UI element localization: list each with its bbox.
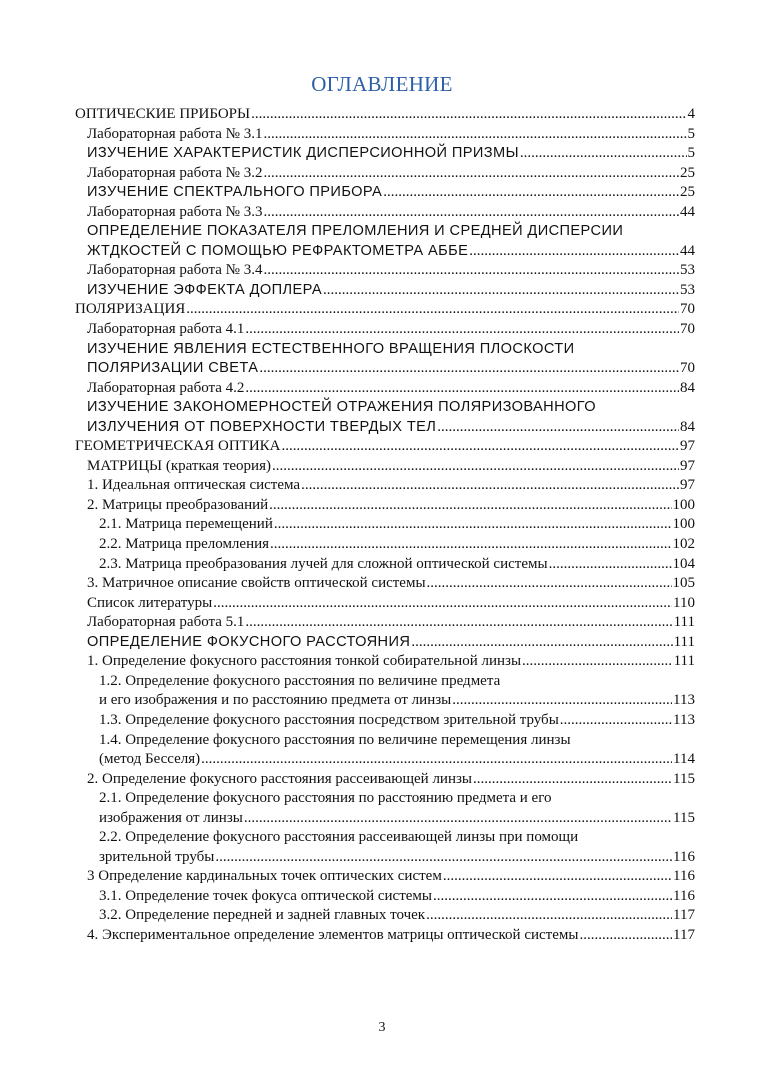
toc-entry-text: Лабораторная работа № 3.3 — [87, 203, 263, 220]
toc-entry-page: 97 — [680, 457, 695, 474]
toc-entry-page: 5 — [687, 125, 695, 142]
toc-entry-text: ПОЛЯРИЗАЦИИ СВЕТА — [87, 360, 259, 377]
dot-leader — [245, 379, 679, 399]
toc-entry-first-line: ИЗУЧЕНИЕ ЯВЛЕНИЯ ЕСТЕСТВЕННОГО ВРАЩЕНИЯ ПЛОСКОСТИ — [87, 340, 575, 357]
dot-leader — [259, 359, 679, 379]
toc-entry-page: 5 — [687, 145, 695, 162]
dot-leader — [522, 652, 673, 672]
toc-entry-text: 2. Матрицы преобразований — [87, 496, 269, 513]
toc-entry-text: 3 Определение кардинальных точек оптических систем — [87, 868, 442, 885]
toc-entry[interactable] — [75, 867, 695, 887]
toc-entry[interactable] — [75, 164, 695, 184]
dot-leader — [443, 867, 672, 887]
toc-entry-page: 70 — [680, 301, 695, 318]
toc-entry-text: ОПРЕДЕЛЕНИЕ ФОКУСНОГО РАССТОЯНИЯ — [87, 633, 411, 650]
toc-entry-first-line: 2.1. Определение фокусного расстояния по расстоянию предмета и его — [99, 790, 552, 807]
dot-leader — [426, 906, 672, 926]
dot-leader — [244, 809, 672, 829]
toc-entry-first-line: 1.4. Определение фокусного расстояния по величине перемещения линзы — [99, 731, 571, 748]
toc-entry[interactable] — [75, 887, 695, 907]
toc-entry[interactable] — [75, 281, 695, 301]
toc-entry-first-line: ОПРЕДЕЛЕНИЕ ПОКАЗАТЕЛЯ ПРЕЛОМЛЕНИЯ И СРЕДНЕЙ ДИСПЕРСИИ — [87, 223, 624, 240]
toc-entry[interactable] — [75, 437, 695, 457]
toc-entry-text: (метод Бесселя) — [99, 751, 201, 768]
toc-entry[interactable] — [75, 203, 695, 223]
toc-entry-text: 1. Идеальная оптическая система — [87, 477, 301, 494]
toc-entry-page: 111 — [673, 653, 695, 670]
toc-entry[interactable] — [75, 515, 695, 535]
toc-entry-page: 102 — [672, 536, 695, 553]
dot-leader — [469, 242, 679, 262]
toc-entry[interactable] — [75, 359, 695, 379]
toc-entry[interactable] — [75, 809, 695, 829]
toc-entry[interactable] — [75, 261, 695, 281]
dot-leader — [433, 887, 672, 907]
dot-leader — [549, 555, 672, 575]
toc-entry[interactable] — [75, 496, 695, 516]
toc-entry-page: 116 — [673, 848, 695, 865]
toc-entry[interactable] — [75, 457, 695, 477]
toc-entry-page: 117 — [673, 907, 695, 924]
dot-leader — [263, 261, 679, 281]
dot-leader — [213, 594, 672, 614]
toc-entry-text: Лабораторная работа 4.1 — [87, 321, 245, 338]
toc-entry[interactable] — [75, 418, 695, 438]
toc-entry-page: 44 — [680, 242, 695, 259]
toc-entry-page: 25 — [680, 164, 695, 181]
dot-leader — [215, 848, 672, 868]
toc-entry[interactable] — [75, 691, 695, 711]
toc-entry-text: 3.1. Определение точек фокуса оптической системы — [99, 887, 432, 904]
toc-entry-text: МАТРИЦЫ (краткая теория) — [87, 457, 271, 474]
dot-leader — [383, 183, 679, 203]
dot-leader — [251, 105, 686, 125]
dot-leader — [301, 476, 679, 496]
toc-entry-text: ИЗУЧЕНИЕ ЭФФЕКТА ДОПЛЕРА — [87, 281, 322, 298]
dot-leader — [263, 125, 686, 145]
toc-entry[interactable] — [75, 652, 695, 672]
toc-entry-first-line: 1.2. Определение фокусного расстояния по величине предмета — [99, 672, 501, 689]
dot-leader — [269, 496, 671, 516]
toc-entry[interactable] — [75, 105, 695, 125]
toc-entry[interactable] — [75, 242, 695, 262]
toc-entry-page: 116 — [673, 868, 695, 885]
toc-entry[interactable] — [75, 848, 695, 868]
toc-title: ОГЛАВЛЕНИЕ — [311, 72, 453, 96]
toc-entry-page: 44 — [680, 203, 695, 220]
dot-leader — [579, 926, 672, 946]
toc-entry-page: 104 — [672, 555, 695, 572]
toc-entry-first-line: ИЗУЧЕНИЕ ЗАКОНОМЕРНОСТЕЙ ОТРАЖЕНИЯ ПОЛЯРИЗОВАННОГО — [87, 399, 597, 416]
toc-entry-page: 114 — [673, 751, 695, 768]
toc-entry[interactable] — [75, 144, 695, 164]
toc-entry-page: 84 — [680, 418, 695, 435]
toc-entry-page: 117 — [673, 926, 695, 943]
dot-leader — [245, 613, 672, 633]
toc-entry-text: ИЗЛУЧЕНИЯ ОТ ПОВЕРХНОСТИ ТВЕРДЫХ ТЕЛ — [87, 418, 437, 435]
toc-entry-page: 25 — [680, 184, 695, 201]
table-of-contents — [75, 105, 695, 946]
toc-entry[interactable] — [75, 906, 695, 926]
toc-entry-text: 3.2. Определение передней и задней главных точек — [99, 907, 426, 924]
toc-entry-text: ИЗУЧЕНИЕ СПЕКТРАЛЬНОГО ПРИБОРА — [87, 184, 383, 201]
toc-entry-page: 4 — [687, 106, 695, 122]
toc-entry-page: 113 — [673, 711, 695, 728]
toc-entry-first-line: 2.2. Определение фокусного расстояния рассеивающей линзы при помощи — [99, 829, 579, 846]
toc-entry-text: ЖТДКОСТЕЙ С ПОМОЩЬЮ РЕФРАКТОМЕТРА АББЕ — [87, 242, 469, 259]
toc-entry-page: 116 — [673, 887, 695, 904]
toc-entry-text: 2. Определение фокусного расстояния рассеивающей линзы — [87, 770, 472, 787]
dot-leader — [323, 281, 679, 301]
toc-entry[interactable] — [75, 183, 695, 203]
toc-entry-text: 1.3. Определение фокусного расстояния посредством зрительной трубы — [99, 711, 559, 728]
toc-entry[interactable] — [75, 300, 695, 320]
dot-leader — [452, 691, 672, 711]
toc-entry[interactable] — [75, 594, 695, 614]
toc-entry-text: Список литературы — [87, 594, 213, 611]
toc-entry[interactable] — [75, 633, 695, 653]
dot-leader — [411, 633, 672, 653]
toc-entry-page: 115 — [673, 809, 695, 826]
dot-leader — [520, 144, 687, 164]
dot-leader — [427, 574, 672, 594]
toc-entry-page: 70 — [680, 321, 695, 338]
toc-entry-text: Лабораторная работа № 3.2 — [87, 164, 263, 181]
toc-entry-page: 53 — [680, 262, 695, 279]
toc-entry[interactable] — [75, 711, 695, 731]
toc-entry-page: 97 — [680, 477, 695, 494]
toc-entry[interactable] — [75, 320, 695, 340]
toc-entry[interactable] — [75, 476, 695, 496]
dot-leader — [282, 437, 679, 457]
toc-entry-text: 2.2. Матрица преломления — [99, 536, 270, 553]
toc-entry-text: Лабораторная работа № 3.1 — [87, 125, 263, 142]
dot-leader — [245, 320, 679, 340]
toc-entry-text: Лабораторная работа 5.1 — [87, 614, 245, 631]
toc-entry-page: 97 — [680, 438, 695, 455]
toc-entry-text: ОПТИЧЕСКИЕ ПРИБОРЫ — [75, 106, 251, 122]
toc-entry-page: 111 — [673, 614, 695, 631]
toc-entry[interactable] — [75, 926, 695, 946]
toc-entry[interactable] — [75, 379, 695, 399]
toc-entry-text: 4. Экспериментальное определение элементов матрицы оптической системы — [87, 926, 579, 943]
dot-leader — [560, 711, 672, 731]
dot-leader — [263, 164, 679, 184]
page-number: 3 — [378, 1020, 386, 1035]
toc-entry-page: 110 — [673, 594, 695, 611]
dot-leader — [272, 457, 679, 477]
toc-entry[interactable] — [75, 750, 695, 770]
dot-leader — [263, 203, 679, 223]
toc-entry-page: 100 — [672, 496, 695, 513]
toc-entry-text: 1. Определение фокусного расстояния тонкой собирательной линзы — [87, 653, 522, 670]
toc-entry-text: ГЕОМЕТРИЧЕСКАЯ ОПТИКА — [75, 438, 281, 455]
dot-leader — [274, 515, 672, 535]
dot-leader — [186, 300, 679, 320]
dot-leader — [473, 770, 672, 790]
toc-entry-text: Лабораторная работа 4.2 — [87, 379, 245, 396]
toc-entry-page: 84 — [680, 379, 695, 396]
toc-entry-text: 3. Матричное описание свойств оптической системы — [87, 575, 426, 592]
dot-leader — [270, 535, 671, 555]
toc-entry[interactable] — [75, 770, 695, 790]
toc-entry[interactable] — [75, 613, 695, 633]
toc-entry[interactable] — [75, 574, 695, 594]
toc-entry[interactable] — [75, 555, 695, 575]
toc-entry-text: Лабораторная работа № 3.4 — [87, 262, 263, 279]
dot-leader — [201, 750, 672, 770]
dot-leader — [437, 418, 679, 438]
toc-entry[interactable] — [75, 535, 695, 555]
toc-entry-page: 111 — [673, 633, 695, 650]
toc-entry-text: зрительной трубы — [99, 848, 215, 865]
toc-entry-text: 2.1. Матрица перемещений — [99, 516, 273, 533]
toc-entry[interactable] — [75, 125, 695, 145]
toc-entry-page: 115 — [673, 770, 695, 787]
toc-entry-text: ПОЛЯРИЗАЦИЯ — [75, 301, 186, 318]
toc-entry-page: 70 — [680, 360, 695, 377]
toc-entry-page: 53 — [680, 281, 695, 298]
toc-entry-page: 100 — [672, 516, 695, 533]
toc-entry-page: 113 — [673, 692, 695, 709]
toc-entry-text: 2.3. Матрица преобразования лучей для сложной оптической системы — [99, 555, 548, 572]
toc-entry-text: ИЗУЧЕНИЕ ХАРАКТЕРИСТИК ДИСПЕРСИОННОЙ ПРИЗМЫ — [87, 145, 519, 162]
toc-entry-text: и его изображения и по расстоянию предмета от линзы — [99, 692, 452, 709]
toc-entry-text: изображения от линзы — [99, 809, 243, 826]
toc-entry-page: 105 — [672, 575, 695, 592]
